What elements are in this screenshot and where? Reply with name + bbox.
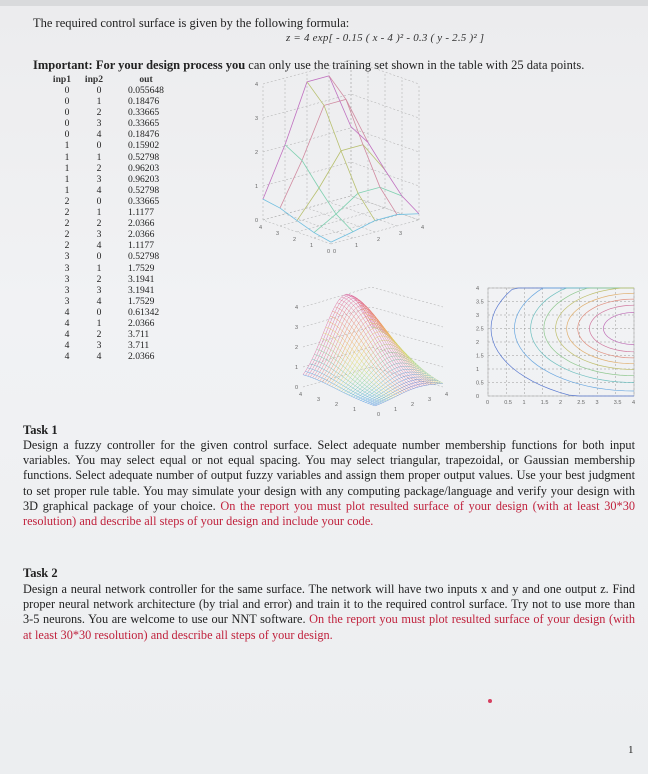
cell-out: 2.0366	[128, 218, 155, 230]
cell-out: 2.0366	[128, 229, 155, 241]
table-row	[50, 229, 188, 240]
contour-x-tick: 2.5	[577, 400, 585, 406]
wireframe-x-tick: 0	[327, 249, 331, 255]
mesh-surface-plot	[280, 282, 462, 430]
contour-y-tick: 3.5	[476, 299, 484, 306]
cell-out: 0.18476	[128, 96, 160, 108]
cell-out: 0.18476	[128, 129, 160, 141]
contour-x-tick: 4	[632, 400, 636, 406]
cell-inp1: 4	[64, 351, 70, 363]
cell-out: 0.33665	[128, 107, 160, 119]
cell-out: 3.1941	[128, 284, 155, 296]
surface-mesh-line	[363, 375, 431, 402]
wireframe-y-tick: 4	[421, 225, 425, 231]
table-row	[50, 340, 188, 351]
cell-inp2: 0	[96, 140, 102, 152]
table-row	[50, 285, 188, 296]
cell-inp1: 2	[64, 207, 70, 219]
wireframe-gridline	[280, 202, 368, 226]
important-lead: Important: For your design process you	[33, 58, 246, 72]
contour-x-tick: 3.5	[613, 400, 622, 406]
wireframe-z-tick: 1	[255, 184, 259, 190]
cell-inp2: 2	[96, 107, 102, 119]
cell-inp2: 3	[96, 173, 102, 185]
surface-z-tick: 1	[295, 365, 299, 371]
cell-inp2: 2	[96, 162, 102, 174]
contour-line	[514, 288, 634, 391]
surface-z-tick: 4	[295, 305, 299, 311]
table-row	[50, 163, 188, 174]
table-row	[50, 96, 188, 107]
contour-y-tick: 1.5	[476, 353, 484, 360]
cell-out: 3.711	[128, 340, 150, 352]
contour-y-tick: 4	[476, 286, 480, 292]
surface-y-tick: 1	[394, 407, 398, 413]
cell-out: 0.52798	[128, 184, 160, 196]
table-row	[50, 263, 188, 274]
page-number: 1	[628, 744, 634, 756]
cell-out: 3.711	[128, 329, 150, 341]
contour-y-tick: 2.5	[476, 326, 484, 333]
wireframe-x-tick: 3	[276, 231, 280, 237]
contour-y-tick: 0	[476, 394, 480, 400]
table-row	[50, 196, 188, 207]
cell-inp1: 0	[64, 129, 70, 141]
task1-paragraph	[23, 438, 635, 529]
table-row	[50, 318, 188, 329]
cell-inp2: 1	[96, 96, 102, 108]
surface-z-tick: 2	[295, 345, 299, 351]
table-row	[50, 296, 188, 307]
cell-out: 0.61342	[128, 306, 160, 318]
cell-inp2: 3	[96, 340, 102, 352]
contour-y-tick: 3	[476, 313, 480, 319]
table-row	[50, 140, 188, 151]
table-row	[50, 307, 188, 318]
header-inp1: inp1	[52, 74, 72, 85]
cell-out: 1.1177	[128, 240, 155, 252]
wireframe-gridline	[307, 208, 375, 232]
task1-body: Design a fuzzy controller for the given control surface. Select adequate number membership functions for both input variables. You may select equal or not equal spacing. You may select triangular, trapezoidal, or Gaussian membership functions. Select adequate number of output fuzzy variables and assign them proper output values. Use your best judgment to set proper rule table. You may simulate your design with any computing package/language and verify your design with 3D graphical package of your choice.	[23, 438, 635, 513]
table-row	[50, 274, 188, 285]
cell-inp1: 4	[64, 317, 70, 329]
contour-y-tick: 0.5	[476, 380, 484, 387]
table-row	[50, 329, 188, 340]
cell-inp1: 3	[64, 284, 70, 296]
contour-x-tick: 1.5	[540, 400, 549, 406]
cell-inp1: 0	[64, 118, 70, 130]
important-note	[33, 58, 584, 73]
cell-inp1: 2	[64, 229, 70, 241]
cell-inp1: 4	[64, 340, 70, 352]
cell-inp2: 4	[96, 240, 102, 252]
cell-out: 0.96203	[128, 162, 160, 174]
surface-mesh-line	[303, 375, 375, 406]
cell-inp1: 4	[64, 306, 70, 318]
surface-mesh-line	[344, 295, 416, 388]
cell-inp2: 3	[96, 284, 102, 296]
cell-inp1: 2	[64, 195, 70, 207]
table-row	[50, 129, 188, 140]
cell-inp1: 1	[64, 184, 70, 196]
table-row	[50, 118, 188, 129]
cell-inp1: 1	[64, 151, 70, 163]
contour-line	[544, 288, 634, 376]
table-row	[50, 185, 188, 196]
surface-gridline	[303, 287, 443, 307]
wireframe-x-tick: 1	[310, 243, 314, 249]
surface-z-tick: 3	[295, 325, 299, 331]
cell-out: 2.0366	[128, 351, 155, 363]
cell-inp2: 1	[96, 207, 102, 219]
task1-title: Task 1	[23, 423, 58, 437]
cell-inp1: 3	[64, 273, 70, 285]
wireframe-z-tick: 0	[255, 218, 259, 224]
cell-inp1: 1	[64, 162, 70, 174]
task2-paragraph	[23, 582, 635, 643]
training-data-table	[50, 74, 188, 362]
contour-x-tick: 2	[559, 400, 563, 406]
cell-inp2: 2	[96, 218, 102, 230]
cell-inp2: 0	[96, 85, 102, 96]
wireframe-z-tick: 3	[255, 116, 259, 122]
wireframe-surface-line	[285, 145, 353, 232]
cell-inp2: 1	[96, 317, 102, 329]
cell-out: 0.055648	[128, 85, 164, 96]
header-inp2: inp2	[84, 74, 104, 85]
cell-inp2: 2	[96, 329, 102, 341]
contour-y-tick: 1	[476, 367, 480, 373]
wireframe-gridline	[314, 214, 402, 238]
table-row	[50, 174, 188, 185]
wireframe-gridline	[263, 196, 419, 220]
task1-requirement: On the report you must plot resulted surface of your design (with at least 30*30 resolution) and describe all steps of your design and include your code.	[23, 498, 635, 529]
wireframe-z-tick: 4	[255, 82, 259, 88]
cell-out: 1.1177	[128, 207, 155, 219]
table-row	[50, 152, 188, 163]
cell-inp2: 4	[96, 129, 102, 141]
surface-x-tick: 3	[317, 397, 321, 403]
cell-inp1: 1	[64, 173, 70, 185]
cell-inp1: 3	[64, 295, 70, 307]
cell-inp2: 4	[96, 351, 102, 363]
surface-y-tick: 0	[377, 412, 381, 418]
cell-inp1: 3	[64, 251, 70, 263]
cell-inp2: 2	[96, 273, 102, 285]
cell-out: 1.7529	[128, 262, 155, 274]
cell-out: 2.0366	[128, 317, 155, 329]
contour-x-tick: 0	[486, 400, 490, 406]
wireframe-gridline	[329, 202, 397, 226]
cell-out: 0.52798	[128, 251, 160, 263]
wireframe-x-tick: 2	[293, 237, 297, 243]
surface-y-tick: 4	[445, 392, 449, 398]
table-row	[50, 251, 188, 262]
cell-inp2: 0	[96, 195, 102, 207]
cell-inp2: 3	[96, 229, 102, 241]
task2-title: Task 2	[23, 566, 58, 580]
cell-out: 0.33665	[128, 195, 160, 207]
wireframe-gridline	[263, 162, 419, 186]
wireframe-y-tick: 3	[399, 231, 403, 237]
cell-out: 0.33665	[128, 118, 160, 130]
header-out: out	[139, 74, 153, 85]
wireframe-y-tick: 1	[355, 243, 359, 249]
table-row	[50, 240, 188, 251]
cell-inp2: 4	[96, 295, 102, 307]
surface-x-tick: 1	[353, 407, 357, 413]
cell-inp1: 1	[64, 140, 70, 152]
wireframe-z-tick: 2	[255, 150, 259, 156]
table-row	[50, 207, 188, 218]
page-top-edge	[0, 0, 648, 6]
contour-y-tick: 2	[476, 340, 480, 346]
cell-inp2: 0	[96, 306, 102, 318]
surface-y-tick: 2	[411, 402, 415, 408]
wireframe-y-tick: 0	[333, 249, 337, 255]
cell-out: 1.7529	[128, 295, 155, 307]
cell-out: 0.96203	[128, 173, 160, 185]
cell-inp1: 0	[64, 85, 70, 96]
wireframe-surface-line	[331, 214, 419, 242]
cell-inp1: 4	[64, 329, 70, 341]
cell-inp1: 2	[64, 240, 70, 252]
intro-text: The required control surface is given by the following formula:	[33, 16, 350, 30]
surface-x-tick: 2	[335, 402, 339, 408]
cell-out: 3.1941	[128, 273, 155, 285]
contour-x-tick: 1	[522, 400, 526, 406]
formula: z = 4 exp[ - 0.15 ( x - 4 )² - 0.3 ( y - 2.5 )² ]	[286, 32, 485, 44]
wireframe-gridline	[285, 214, 353, 238]
pen-mark	[488, 699, 492, 703]
contour-plot	[474, 284, 640, 406]
wireframe-y-tick: 2	[377, 237, 381, 243]
cell-inp2: 3	[96, 118, 102, 130]
task2-requirement: On the report you must plot resulted surface of your design (with at least 30*30 resolution) and describe all steps of your design.	[23, 612, 635, 642]
task2-body: Design a neural network controller for the same surface. The network will have two inputs x and y and one output z. Find proper neural network architecture (by trial and error) and train it to the required control surface. Try not to use more than 3-5 neurons. You are welcome to use our NNT software.	[23, 582, 635, 627]
cell-inp1: 2	[64, 218, 70, 230]
cell-inp2: 4	[96, 184, 102, 196]
surface-x-tick: 4	[299, 392, 303, 398]
important-rest: can only use the training set shown in the table with 25 data points.	[245, 58, 585, 72]
surface-y-tick: 3	[428, 397, 432, 403]
wireframe-surface-line	[263, 199, 331, 242]
surface-gridline	[303, 327, 443, 347]
cell-inp1: 0	[64, 107, 70, 119]
cell-inp2: 1	[96, 151, 102, 163]
contour-x-tick: 3	[595, 400, 599, 406]
contour-x-tick: 0.5	[504, 400, 512, 406]
wireframe-x-tick: 4	[259, 225, 263, 231]
cell-inp1: 0	[64, 96, 70, 108]
surface-z-tick: 0	[295, 385, 299, 391]
table-row	[50, 218, 188, 229]
cell-inp1: 3	[64, 262, 70, 274]
cell-out: 0.15902	[128, 140, 160, 152]
cell-inp2: 1	[96, 262, 102, 274]
wireframe-surface-plot	[196, 74, 446, 280]
table-row	[50, 107, 188, 118]
cell-out: 0.52798	[128, 151, 160, 163]
cell-inp2: 0	[96, 251, 102, 263]
wireframe-surface-line	[280, 99, 368, 208]
wireframe-gridline	[263, 94, 419, 118]
surface-mesh-line	[328, 322, 400, 395]
table-row	[50, 351, 188, 362]
table-row	[50, 85, 188, 96]
